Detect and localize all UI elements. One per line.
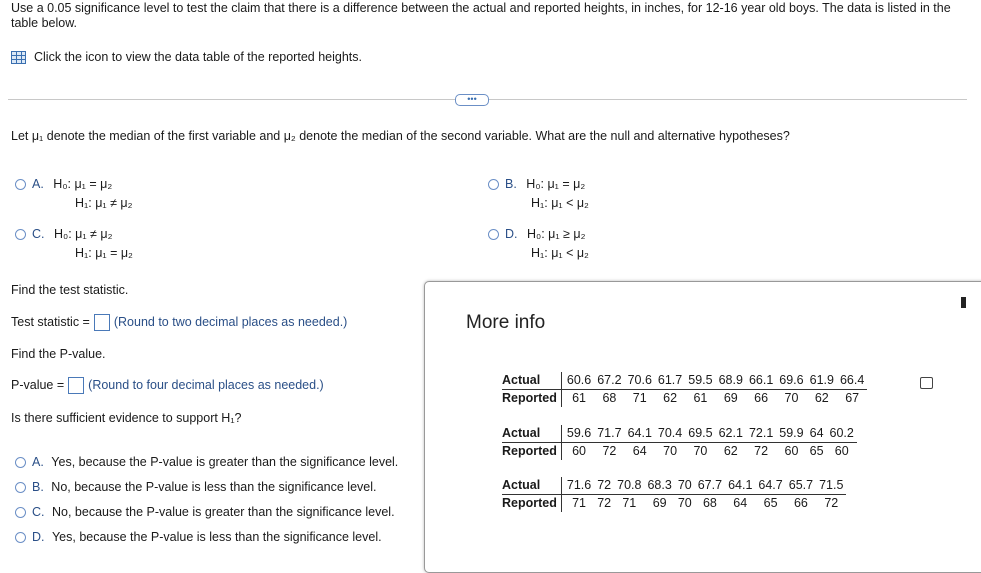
hypotheses-question: Let μ₁ denote the median of the first variable and μ₂ denote the median of the second variable. What are the null and alternative hypotheses?: [11, 129, 790, 143]
table-row-actual: [502, 372, 867, 390]
table-cell: 65: [809, 444, 824, 458]
evidence-question: Is there sufficient evidence to support H₁?: [11, 411, 242, 425]
test-statistic-input[interactable]: [94, 314, 110, 331]
radio-evidence-d[interactable]: [15, 532, 26, 543]
table-cell: 60: [572, 444, 586, 458]
table-cell: 66.4: [837, 372, 867, 390]
table-cell: 60.6: [561, 372, 594, 390]
table-cell: 59.9: [776, 425, 806, 443]
evidence-option-b[interactable]: B. No, because the P-value is less than the significance level.: [15, 480, 376, 494]
table-cell: 72: [594, 477, 614, 495]
hypothesis-option-c[interactable]: C. H₀: μ₁ ≠ μ₂ H₁: μ₁ = μ₂: [15, 225, 133, 263]
table-cell: 62: [663, 391, 678, 405]
table-cell: 65.7: [786, 477, 816, 495]
table-cell: 70.4: [655, 425, 685, 443]
table-cell: 72: [597, 496, 612, 510]
radio-evidence-b[interactable]: [15, 482, 26, 493]
table-cell: 67.7: [695, 477, 725, 495]
table-cell: 62.1: [716, 425, 746, 443]
row-label-actual: Actual: [502, 425, 561, 443]
data-table-icon[interactable]: [11, 51, 26, 64]
table-cell: 64: [733, 496, 748, 510]
table-cell: 71.5: [816, 477, 846, 495]
table-cell: 70.8: [614, 477, 644, 495]
table-cell: 59.5: [685, 372, 715, 390]
row-label-actual: Actual: [502, 477, 561, 495]
problem-statement: Use a 0.05 significance level to test the claim that there is a difference between the actual and reported heights, in inches, for 12-16 year old boys. The data is listed in the table below.: [11, 1, 951, 30]
table-3: [502, 477, 846, 512]
data-table-2: [502, 425, 857, 460]
table-cell: 69: [723, 391, 738, 405]
radio-evidence-c[interactable]: [15, 507, 26, 518]
table-cell: 68.3: [644, 477, 674, 495]
pvalue-hint: (Round to four decimal places as needed.): [88, 377, 324, 392]
more-button[interactable]: •••: [455, 94, 489, 106]
row-label-reported: Reported: [502, 495, 561, 513]
table-cell: 60.2: [827, 425, 857, 443]
table-cell: 66: [754, 391, 769, 405]
evidence-option-c[interactable]: C. No, because the P-value is greater than the significance level.: [15, 505, 395, 519]
table-cell: 72: [754, 444, 769, 458]
pvalue-input[interactable]: [68, 377, 84, 394]
data-table-1: [502, 372, 867, 407]
radio-b[interactable]: [488, 179, 499, 190]
table-cell: 71.6: [561, 477, 594, 495]
test-statistic-row: [11, 314, 347, 331]
row-label-reported: Reported: [502, 443, 561, 461]
test-statistic-label: Test statistic =: [11, 314, 90, 329]
pvalue-prompt: Find the P-value.: [11, 347, 106, 361]
table-cell: 68.9: [716, 372, 746, 390]
table-cell: 72.1: [746, 425, 776, 443]
evidence-option-a[interactable]: A. Yes, because the P-value is greater than the significance level.: [15, 455, 398, 469]
table-cell: 64.7: [755, 477, 785, 495]
radio-a[interactable]: [15, 179, 26, 190]
table-cell: 70.6: [625, 372, 655, 390]
hypothesis-option-b[interactable]: B. H₀: μ₁ = μ₂ H₁: μ₁ < μ₂: [488, 175, 589, 213]
row-label-actual: Actual: [502, 372, 561, 390]
more-info-title: More info: [466, 312, 546, 333]
table-cell: 70: [784, 391, 799, 405]
pvalue-row: [11, 377, 324, 394]
radio-evidence-a[interactable]: [15, 457, 26, 468]
table-cell: 70: [663, 444, 678, 458]
table-cell: 71.7: [594, 425, 624, 443]
table-cell: 61: [693, 391, 708, 405]
table-cell: 70: [675, 477, 695, 495]
table-cell: 64.1: [725, 477, 755, 495]
table-cell: 64: [632, 444, 647, 458]
table-row-reported: [502, 495, 846, 513]
data-table-link-text: Click the icon to view the data table of the reported heights.: [34, 50, 362, 64]
table-cell: 71: [632, 391, 647, 405]
table-cell: 70: [677, 496, 692, 510]
radio-d[interactable]: [488, 229, 499, 240]
table-cell: 62: [723, 444, 738, 458]
table-row-actual: [502, 477, 846, 495]
table-cell: 62: [814, 391, 829, 405]
hypothesis-option-d[interactable]: D. H₀: μ₁ ≥ μ₂ H₁: μ₁ < μ₂: [488, 225, 589, 263]
radio-c[interactable]: [15, 229, 26, 240]
table-row-reported: [502, 390, 867, 408]
table-cell: 66: [793, 496, 808, 510]
table-row-actual: [502, 425, 857, 443]
table-cell: 69.5: [685, 425, 715, 443]
table-cell: 71: [572, 496, 586, 510]
pvalue-label: P-value =: [11, 377, 65, 392]
table-cell: 64: [807, 425, 827, 443]
table-row-reported: [502, 443, 857, 461]
table-cell: 60: [834, 444, 849, 458]
table-cell: 61.7: [655, 372, 685, 390]
table-cell: 61: [572, 391, 586, 405]
test-statistic-hint: (Round to two decimal places as needed.): [113, 314, 348, 329]
data-table-3: [502, 477, 846, 512]
table-cell: 68: [602, 391, 617, 405]
table-cell: 69: [652, 496, 667, 510]
table-cell: 67.2: [594, 372, 624, 390]
table-cell: 72: [824, 496, 839, 510]
hypothesis-option-a[interactable]: A. H₀: μ₁ = μ₂ H₁: μ₁ ≠ μ₂: [15, 175, 132, 213]
evidence-option-d[interactable]: D. Yes, because the P-value is less than the significance level.: [15, 530, 382, 544]
row-label-reported: Reported: [502, 390, 561, 408]
copy-icon[interactable]: [920, 377, 933, 389]
test-statistic-prompt: Find the test statistic.: [11, 283, 129, 297]
table-cell: 65: [763, 496, 778, 510]
table-2: [502, 425, 857, 460]
table-cell: 66.1: [746, 372, 776, 390]
table-cell: 67: [845, 391, 860, 405]
data-table-link[interactable]: [11, 50, 362, 64]
table-1: [502, 372, 867, 407]
table-cell: 68: [702, 496, 717, 510]
table-cell: 69.6: [776, 372, 806, 390]
table-cell: 72: [602, 444, 617, 458]
table-cell: 61.9: [807, 372, 837, 390]
table-cell: 71: [622, 496, 637, 510]
table-cell: 60: [784, 444, 799, 458]
minimize-icon[interactable]: [961, 297, 966, 308]
table-cell: 59.6: [561, 425, 594, 443]
table-cell: 64.1: [625, 425, 655, 443]
table-cell: 70: [693, 444, 708, 458]
